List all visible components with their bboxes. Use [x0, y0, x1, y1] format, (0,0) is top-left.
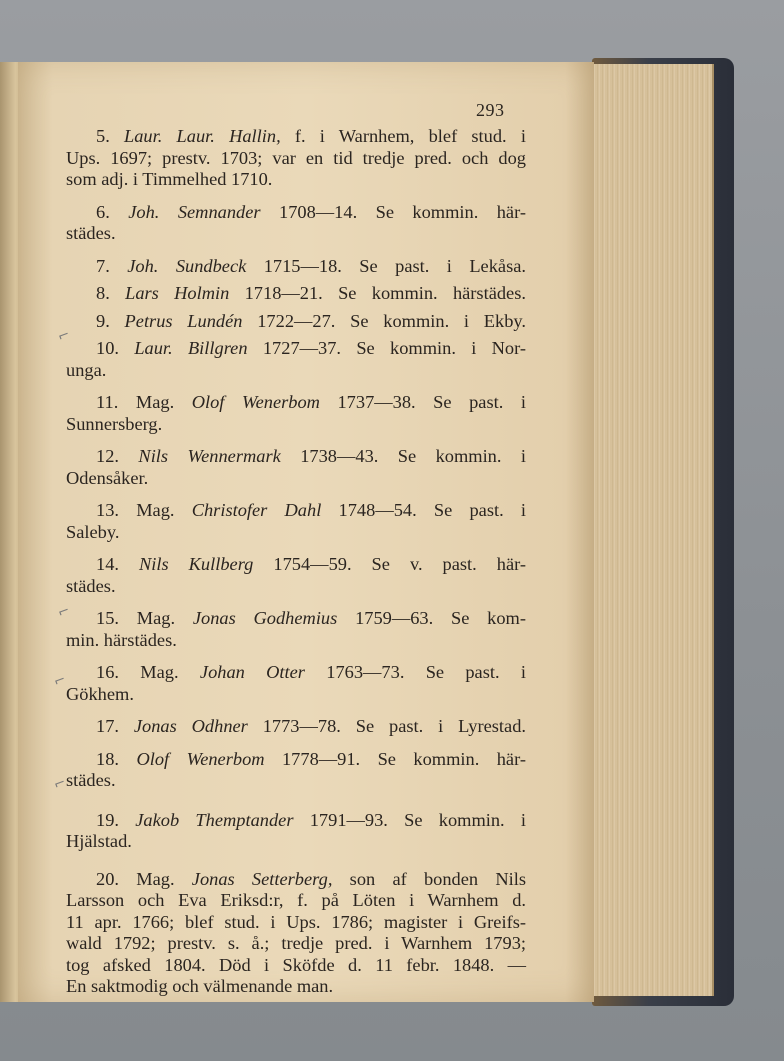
entry-12: 12. Nils Wennermark 1738—43. Se kommin. i: [96, 446, 526, 466]
entry-19-line-2: Hjälstad.: [66, 831, 132, 851]
pencil-mark: ⌐: [51, 671, 69, 691]
entry-18: 18. Olof Wenerbom 1778—91. Se kommin. här-: [96, 748, 526, 769]
entry-13-line-2: Saleby.: [66, 521, 120, 542]
entry-6-line-2: städes.: [66, 223, 116, 243]
entry-5-line-3: som adj. i Timmelhed 1710.: [66, 169, 273, 189]
entry-20-line-2: Larsson och Eva Eriksd:r, f. på Löten i Warnhem d.: [66, 890, 526, 910]
entry-6: 6. Joh. Semnander 1708—14. Se kommin. här-: [96, 201, 526, 222]
entry-10: 10. Laur. Billgren 1727—37. Se kommin. i Nor-: [96, 338, 526, 358]
entry-20: 20. Mag. Jonas Setterberg, son af bonden Nils: [96, 868, 526, 889]
pencil-mark: ⌐: [55, 602, 73, 622]
page-number: 293: [476, 100, 505, 120]
entry-16: 16. Mag. Johan Otter 1763—73. Se past. i: [96, 662, 526, 682]
entry-14: 14. Nils Kullberg 1754—59. Se v. past. här-: [96, 554, 527, 574]
entry-16-line-2: Gökhem.: [66, 683, 134, 704]
entry-8: 8. Lars Holmin 1718—21. Se kommin. härstädes.: [96, 283, 526, 303]
entry-19: 19. Jakob Themptander 1791—93. Se kommin. i: [96, 809, 527, 830]
entry-12-line-2: Odensåker.: [66, 467, 149, 488]
entry-5-line-2: Ups. 1697; prestv. 1703; var en tid tredje pred. och dog: [66, 147, 526, 168]
entry-15: 15. Mag. Jonas Godhemius 1759—63. Se kom-: [96, 608, 526, 628]
entry-20-line-6: En saktmodig och välmenande man.: [66, 976, 334, 996]
entry-7: 7. Joh. Sundbeck 1715—18. Se past. i Lekåsa.: [96, 255, 526, 276]
entry-18-line-2: städes.: [66, 770, 116, 790]
entry-11: 11. Mag. Olof Wenerbom 1737—38. Se past. i: [96, 392, 526, 412]
text-block: [66, 126, 526, 998]
entry-20-line-5: tog afsked 1804. Död i Sköfde d. 11 febr. 1848. —: [66, 954, 526, 975]
entry-20-line-4: wald 1792; prestv. s. å.; tredje pred. i Warnhem 1793;: [66, 933, 526, 953]
entry-17: 17. Jonas Odhner 1773—78. Se past. i Lyrestad.: [96, 716, 526, 736]
entry-13: 13. Mag. Christofer Dahl 1748—54. Se past. i: [96, 500, 526, 520]
entry-10-line-2: unga.: [66, 359, 107, 380]
entry-9: 9. Petrus Lundén 1722—27. Se kommin. i Ekby.: [96, 310, 526, 331]
entry-5: 5. Laur. Laur. Hallin, f. i Warnhem, blef stud. i: [96, 126, 526, 146]
page-stack-edge: [586, 64, 714, 996]
pencil-mark: ⌐: [55, 326, 73, 346]
entry-20-line-3: 11 apr. 1766; blef stud. i Ups. 1786; magister i Greifs-: [66, 911, 526, 932]
entry-11-line-2: Sunnersberg.: [66, 413, 163, 434]
entry-14-line-2: städes.: [66, 575, 116, 596]
pencil-mark: ⌐: [51, 774, 69, 794]
entry-15-line-2: min. härstädes.: [66, 629, 177, 650]
